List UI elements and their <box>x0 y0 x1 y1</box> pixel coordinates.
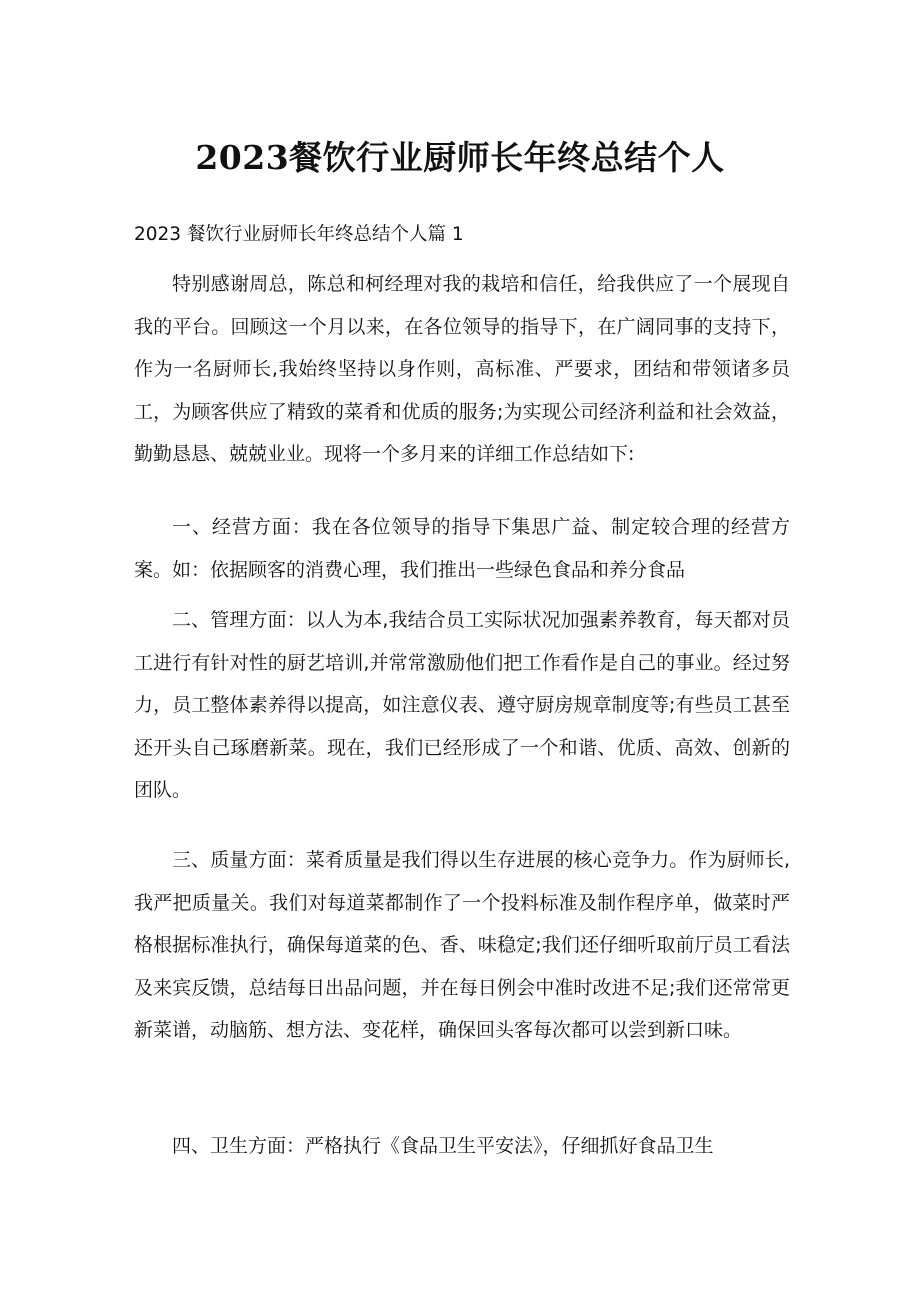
paragraph-intro: 特别感谢周总，陈总和柯经理对我的栽培和信任，给我供应了一个展现自我的平台。回顾这一个月以来，在各位领导的指导下，在广阔同事的支持下，作为一名厨师长,我始终坚持以身作则，高标准、严要求，团结和带领诸多员工，为顾客供应了精致的菜肴和优质的服务;为实现公司经济利益和社会效益，勤勤恳恳、兢兢业业。现将一个多月来的详细工作总结如下: <box>134 273 790 465</box>
paragraph-management: 二、管理方面：以人为本,我结合员工实际状况加强素养教育，每天都对员工进行有针对性的厨艺培训,并常常激励他们把工作看作是自己的事业。经过努力，员工整体素养得以提高，如注意仪表、遵守厨房规章制度等;有些员工甚至还开头自己琢磨新菜。现在，我们已经形成了一个和谐、优质、高效、创新的团队。 <box>134 609 790 801</box>
document-subtitle: 2023 餐饮行业厨师长年终总结个人篇 1 <box>134 224 464 245</box>
document-title: 2023餐饮行业厨师长年终总结个人 <box>195 138 725 177</box>
paragraph-hygiene: 四、卫生方面：严格执行《食品卫生平安法》，仔细抓好食品卫生 <box>172 1135 714 1157</box>
paragraph-operations: 一、经营方面：我在各位领导的指导下集思广益、制定较合理的经营方案。如：依据顾客的消费心理，我们推出一些绿色食品和养分食品 <box>134 516 790 581</box>
paragraph-quality: 三、质量方面：菜肴质量是我们得以生存进展的核心竞争力。作为厨师长,我严把质量关。我们对每道菜都制作了一个投料标准及制作程序单，做菜时严格根据标准执行，确保每道菜的色、香、味稳定;我们还仔细听取前厅员工看法及来宾反馈，总结每日出品问题，并在每日例会中准时改进不足;我们还常常更新菜谱，动脑筋、想方法、变花样，确保回头客每次都可以尝到新口味。 <box>134 849 790 1041</box>
